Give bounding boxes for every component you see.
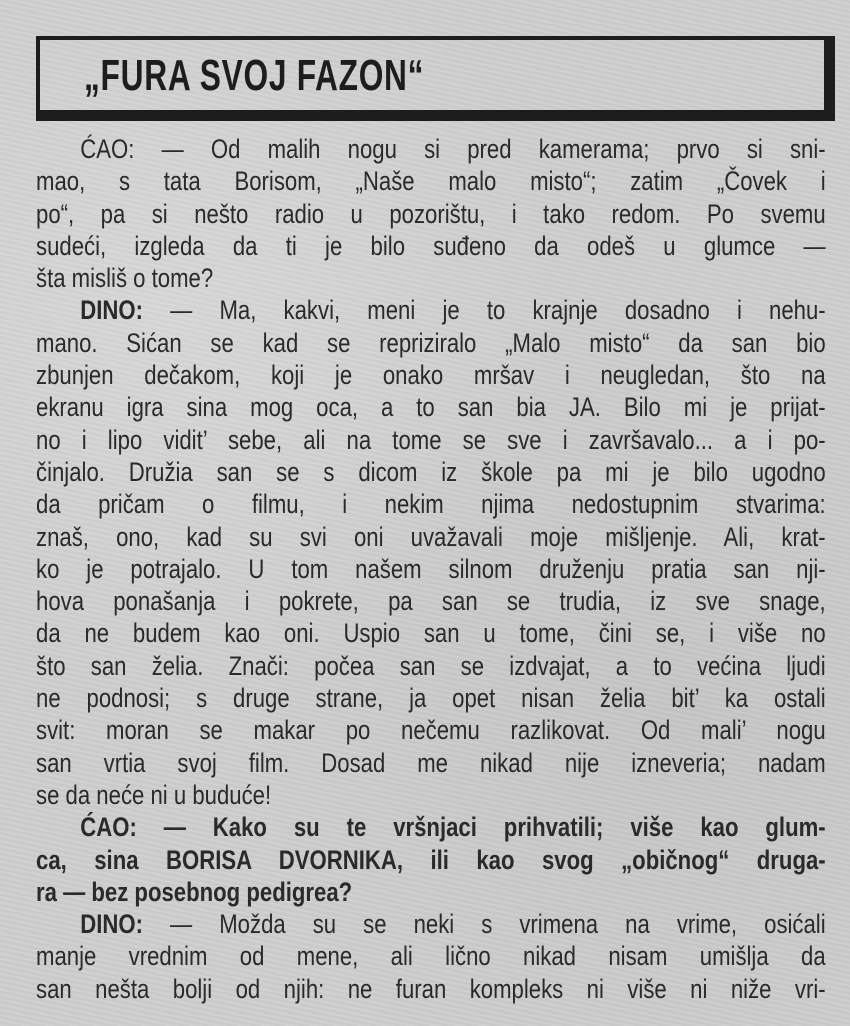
paragraph-line: što san želia. Znači: počea san se izdvajat, a to većina ljudi: [36, 650, 826, 681]
paragraph-line: manje vrednim od mene, ali lično nikad nisam umišlja da: [36, 941, 826, 972]
paragraph-line: san vrtia svoj film. Dosad me nikad nije izneveria; nadam: [36, 747, 826, 778]
paragraph-line: ĆAO: — Kako su te vršnjaci prihvatili; više kao glum-: [80, 812, 826, 843]
paragraph-line: zbunjen dečakom, koji je onako mršav i neugledan, što na: [36, 360, 826, 391]
paragraph-line: činjalo. Družia san se s dicom iz škole pa mi je bilo ugodno: [36, 456, 826, 487]
paragraph-line: da pričam o filmu, i nekim njima nedostupnim stvarima:: [36, 489, 826, 520]
paragraph-line: DINO: — Ma, kakvi, meni je to krajnje dosadno i nehu-: [80, 295, 826, 326]
paragraph-line: hova ponašanja i pokrete, pa san se trudia, iz sve snage,: [36, 586, 826, 617]
headline-title: „FURA SVOJ FAZON“: [84, 51, 425, 100]
paragraph-line: po“, pa si nešto radio u pozorištu, i tako redom. Po svemu: [36, 198, 826, 229]
paragraph-line: DINO: — Možda su se neki s vrimena na vrime, osićali: [80, 909, 826, 940]
paragraph-line: ĆAO: — Od malih nogu si pred kamerama; prvo si sni-: [80, 134, 826, 164]
paragraph-line: ko je potrajalo. U tom našem silnom druženju pratia san nji-: [36, 553, 826, 584]
headline-box: [36, 36, 835, 121]
paragraph-line: mao, s tata Borisom, „Naše malo misto“; zatim „Čovek i: [36, 166, 826, 197]
speaker-label: DINO:: [80, 909, 144, 940]
paragraph-line: svit: moran se makar po nečemu razlikovat. Od mali’ nogu: [36, 715, 826, 746]
paragraph-line: ca, sina BORISA DVORNIKA, ili kao svog „običnog“ druga-: [36, 844, 826, 875]
paragraph-line: znaš, ono, kad su svi oni uvažavali moje mišljenje. Ali, krat-: [36, 521, 826, 552]
paragraph-line: ekranu igra sina mog oca, a to san bia JA. Bilo mi je prijat-: [36, 392, 826, 423]
paragraph-line: se da neće ni u buduće!: [36, 779, 272, 810]
interview-article: [36, 133, 826, 1005]
paragraph-line: no i lipo vidit’ sebe, ali na tome se sve i završavalo... a i po-: [36, 424, 826, 455]
paragraph-line: ra — bez posebnog pedigrea?: [36, 876, 353, 907]
paragraph-line: da ne budem kao oni. Uspio san u tome, čini se, i više no: [36, 618, 826, 649]
paragraph-line: san nešta bolji od njih: ne furan kompleks ni više ni niže vri-: [36, 973, 826, 1004]
speaker-label: ĆAO:: [80, 134, 135, 164]
paragraph-line: mano. Sićan se kad se repriziralo „Malo misto“ da san bio: [36, 327, 826, 358]
speaker-label: DINO:: [80, 295, 144, 326]
paragraph-line: sudeći, izgleda da ti je bilo suđeno da odeš u glumce —: [36, 230, 826, 261]
paragraph-line: šta misliš o tome?: [36, 263, 214, 294]
speaker-label: ĆAO:: [80, 812, 137, 843]
paragraph-line: ne podnosi; s druge strane, ja opet nisan želia bit’ ka ostali: [36, 683, 826, 714]
